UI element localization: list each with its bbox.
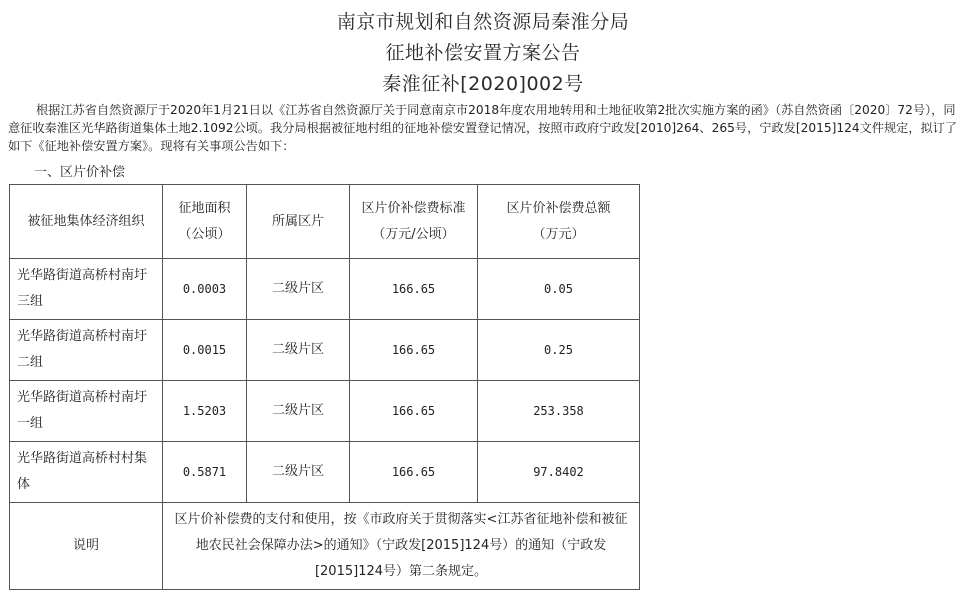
cell-org: 光华路街道高桥村南圩二组 bbox=[10, 320, 163, 381]
intro-paragraph: 根据江苏省自然资源厅于2020年1月21日以《江苏省自然资源厅关于同意南京市2018年度农用地转用和土地征收第2批次实施方案的函》（苏自然资函〔2020〕72号），同意征收秦淮区光华路街道集体土地2.1092公顷。我分局根据被征地村组的征地补偿安置登记情况，按照市政府宁政发[2010]264、265号，宁政发[2015]124文件规定，拟订了如下《征地补偿安置方案》。现将有关事项公告如下： bbox=[8, 103, 958, 153]
cell-standard: 166.65 bbox=[350, 442, 478, 503]
table-row bbox=[10, 320, 640, 381]
table-row bbox=[10, 259, 640, 320]
cell-total: 0.25 bbox=[478, 320, 640, 381]
document-number: 秦淮征补[2020]002号 bbox=[382, 73, 584, 95]
note-text: 区片价补偿费的支付和使用，按《市政府关于贯彻落实<江苏省征地补偿和被征地农民社会保障办法>的通知》（宁政发[2015]124号）的通知（宁政发[2015]124号）第二条规定。 bbox=[163, 503, 640, 590]
intro-section bbox=[8, 101, 960, 155]
notice-title: 征地补偿安置方案公告 bbox=[385, 42, 581, 64]
cell-zone: 二级片区 bbox=[247, 320, 350, 381]
header-total-line1: 区片价补偿费总额 bbox=[506, 200, 611, 216]
cell-org: 光华路街道高桥村南圩三组 bbox=[10, 259, 163, 320]
compensation-table bbox=[9, 184, 640, 590]
cell-org: 光华路街道高桥村村集体 bbox=[10, 442, 163, 503]
table-row bbox=[10, 442, 640, 503]
note-label: 说明 bbox=[10, 503, 163, 590]
header-area bbox=[163, 185, 247, 259]
cell-zone: 二级片区 bbox=[247, 442, 350, 503]
cell-total: 0.05 bbox=[478, 259, 640, 320]
header-area-line1: 征地面积 bbox=[178, 200, 231, 216]
cell-standard: 166.65 bbox=[350, 320, 478, 381]
header-zone: 所属区片 bbox=[247, 185, 350, 259]
cell-area: 0.0003 bbox=[163, 259, 247, 320]
table-header-row bbox=[10, 185, 640, 259]
cell-standard: 166.65 bbox=[350, 381, 478, 442]
cell-area: 1.5203 bbox=[163, 381, 247, 442]
header-total bbox=[478, 185, 640, 259]
cell-area: 0.0015 bbox=[163, 320, 247, 381]
section-heading: 一、区片价补偿 bbox=[34, 165, 126, 180]
header-total-line2: （万元） bbox=[532, 226, 585, 242]
note-row bbox=[10, 503, 640, 590]
agency-title: 南京市规划和自然资源局秦淮分局 bbox=[336, 11, 630, 33]
cell-org: 光华路街道高桥村南圩一组 bbox=[10, 381, 163, 442]
header-org: 被征地集体经济组织 bbox=[10, 185, 163, 259]
table-row bbox=[10, 381, 640, 442]
header-standard-line2: （万元/公顷） bbox=[372, 226, 455, 242]
cell-zone: 二级片区 bbox=[247, 381, 350, 442]
cell-total: 253.358 bbox=[478, 381, 640, 442]
cell-standard: 166.65 bbox=[350, 259, 478, 320]
cell-area: 0.5871 bbox=[163, 442, 247, 503]
header-standard bbox=[350, 185, 478, 259]
cell-total: 97.8402 bbox=[478, 442, 640, 503]
header-standard-line1: 区片价补偿费标准 bbox=[361, 200, 466, 216]
header-area-line2: （公顷） bbox=[178, 226, 231, 242]
cell-zone: 二级片区 bbox=[247, 259, 350, 320]
